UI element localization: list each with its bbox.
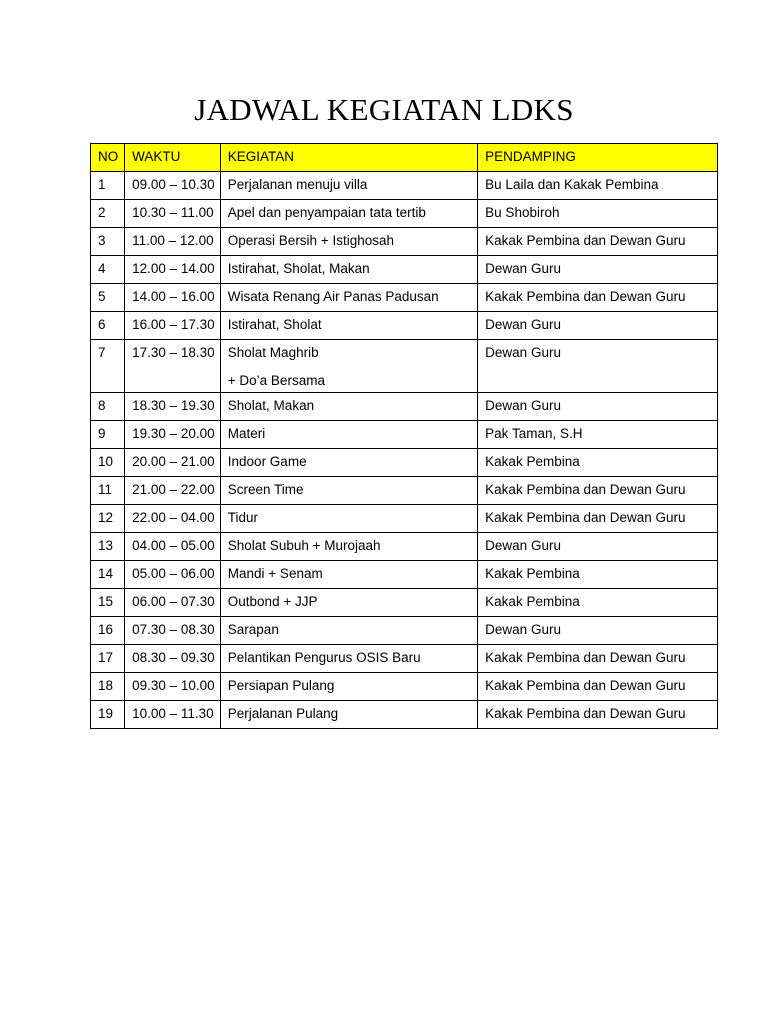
cell-waktu: 21.00 – 22.00: [125, 477, 221, 505]
cell-no: 6: [91, 312, 125, 340]
cell-kegiatan: Outbond + JJP: [220, 589, 477, 617]
cell-kegiatan: Istirahat, Sholat, Makan: [220, 256, 477, 284]
table-row: [91, 645, 718, 673]
schedule-table: [90, 143, 718, 729]
cell-kegiatan: Screen Time: [220, 477, 477, 505]
cell-waktu: 08.30 – 09.30: [125, 645, 221, 673]
cell-no: 1: [91, 172, 125, 200]
cell-no: 3: [91, 228, 125, 256]
cell-pendamping: Dewan Guru: [478, 393, 718, 421]
cell-pendamping: Kakak Pembina dan Dewan Guru: [478, 505, 718, 533]
cell-pendamping: Dewan Guru: [478, 617, 718, 645]
header-pendamping: PENDAMPING: [478, 144, 718, 172]
cell-kegiatan: Operasi Bersih + Istighosah: [220, 228, 477, 256]
cell-pendamping: Kakak Pembina: [478, 589, 718, 617]
cell-no: 7: [91, 340, 125, 393]
cell-kegiatan: Materi: [220, 421, 477, 449]
cell-no: 17: [91, 645, 125, 673]
cell-pendamping: Kakak Pembina dan Dewan Guru: [478, 673, 718, 701]
cell-waktu: 11.00 – 12.00: [125, 228, 221, 256]
cell-waktu: 04.00 – 05.00: [125, 533, 221, 561]
cell-pendamping: Bu Laila dan Kakak Pembina: [478, 172, 718, 200]
cell-waktu: 22.00 – 04.00: [125, 505, 221, 533]
cell-kegiatan: Sholat Subuh + Murojaah: [220, 533, 477, 561]
cell-no: 2: [91, 200, 125, 228]
table-row: [91, 256, 718, 284]
cell-kegiatan: Sarapan: [220, 617, 477, 645]
cell-kegiatan: Mandi + Senam: [220, 561, 477, 589]
cell-pendamping: Bu Shobiroh: [478, 200, 718, 228]
cell-no: 5: [91, 284, 125, 312]
cell-waktu: 07.30 – 08.30: [125, 617, 221, 645]
cell-kegiatan: Indoor Game: [220, 449, 477, 477]
cell-waktu: 14.00 – 16.00: [125, 284, 221, 312]
cell-no: 8: [91, 393, 125, 421]
cell-kegiatan: Wisata Renang Air Panas Padusan: [220, 284, 477, 312]
cell-waktu: 10.30 – 11.00: [125, 200, 221, 228]
table-row: [91, 673, 718, 701]
cell-pendamping: Kakak Pembina: [478, 561, 718, 589]
table-row: [91, 228, 718, 256]
table-body: [91, 172, 718, 729]
table-row: [91, 477, 718, 505]
cell-no: 11: [91, 477, 125, 505]
table-row: [91, 284, 718, 312]
cell-waktu: 18.30 – 19.30: [125, 393, 221, 421]
cell-waktu: 10.00 – 11.30: [125, 701, 221, 729]
cell-waktu: 06.00 – 07.30: [125, 589, 221, 617]
cell-pendamping: Kakak Pembina dan Dewan Guru: [478, 701, 718, 729]
cell-waktu: 20.00 – 21.00: [125, 449, 221, 477]
header-kegiatan: KEGIATAN: [220, 144, 477, 172]
table-row: [91, 200, 718, 228]
cell-pendamping: Dewan Guru: [478, 533, 718, 561]
cell-pendamping: Kakak Pembina dan Dewan Guru: [478, 645, 718, 673]
cell-pendamping: Dewan Guru: [478, 256, 718, 284]
cell-pendamping: Pak Taman, S.H: [478, 421, 718, 449]
cell-pendamping: Dewan Guru: [478, 340, 718, 393]
cell-kegiatan: Perjalanan menuju villa: [220, 172, 477, 200]
cell-kegiatan: Pelantikan Pengurus OSIS Baru: [220, 645, 477, 673]
table-row: [91, 393, 718, 421]
cell-no: 14: [91, 561, 125, 589]
cell-kegiatan: [220, 340, 477, 393]
cell-kegiatan: Sholat, Makan: [220, 393, 477, 421]
cell-no: 12: [91, 505, 125, 533]
cell-pendamping: Kakak Pembina: [478, 449, 718, 477]
cell-kegiatan: Tidur: [220, 505, 477, 533]
table-row: [91, 172, 718, 200]
header-row: [91, 144, 718, 172]
cell-waktu: 05.00 – 06.00: [125, 561, 221, 589]
cell-kegiatan: Apel dan penyampaian tata tertib: [220, 200, 477, 228]
table-row: [91, 533, 718, 561]
cell-waktu: 12.00 – 14.00: [125, 256, 221, 284]
cell-no: 19: [91, 701, 125, 729]
header-waktu: WAKTU: [125, 144, 221, 172]
cell-waktu: 09.30 – 10.00: [125, 673, 221, 701]
cell-kegiatan: Istirahat, Sholat: [220, 312, 477, 340]
cell-no: 9: [91, 421, 125, 449]
cell-pendamping: Dewan Guru: [478, 312, 718, 340]
table-row: [91, 561, 718, 589]
header-no: NO: [91, 144, 125, 172]
cell-no: 16: [91, 617, 125, 645]
table-header: [91, 144, 718, 172]
table-row: [91, 589, 718, 617]
cell-no: 18: [91, 673, 125, 701]
document-title: JADWAL KEGIATAN LDKS: [194, 92, 574, 127]
cell-waktu: 16.00 – 17.30: [125, 312, 221, 340]
kegiatan-line-1: Sholat Maghrib: [227, 345, 319, 360]
cell-pendamping: Kakak Pembina dan Dewan Guru: [478, 477, 718, 505]
kegiatan-line-2: + Do’a Bersama: [227, 373, 325, 388]
cell-waktu: 19.30 – 20.00: [125, 421, 221, 449]
cell-pendamping: Kakak Pembina dan Dewan Guru: [478, 228, 718, 256]
cell-waktu: 09.00 – 10.30: [125, 172, 221, 200]
table-row: [91, 617, 718, 645]
table-row: [91, 340, 718, 393]
cell-no: 13: [91, 533, 125, 561]
table-row: [91, 701, 718, 729]
cell-kegiatan: Perjalanan Pulang: [220, 701, 477, 729]
table-row: [91, 449, 718, 477]
table-row: [91, 312, 718, 340]
cell-pendamping: Kakak Pembina dan Dewan Guru: [478, 284, 718, 312]
cell-no: 10: [91, 449, 125, 477]
table-row: [91, 505, 718, 533]
cell-waktu: 17.30 – 18.30: [125, 340, 221, 393]
cell-no: 4: [91, 256, 125, 284]
cell-no: 15: [91, 589, 125, 617]
cell-kegiatan: Persiapan Pulang: [220, 673, 477, 701]
table-row: [91, 421, 718, 449]
